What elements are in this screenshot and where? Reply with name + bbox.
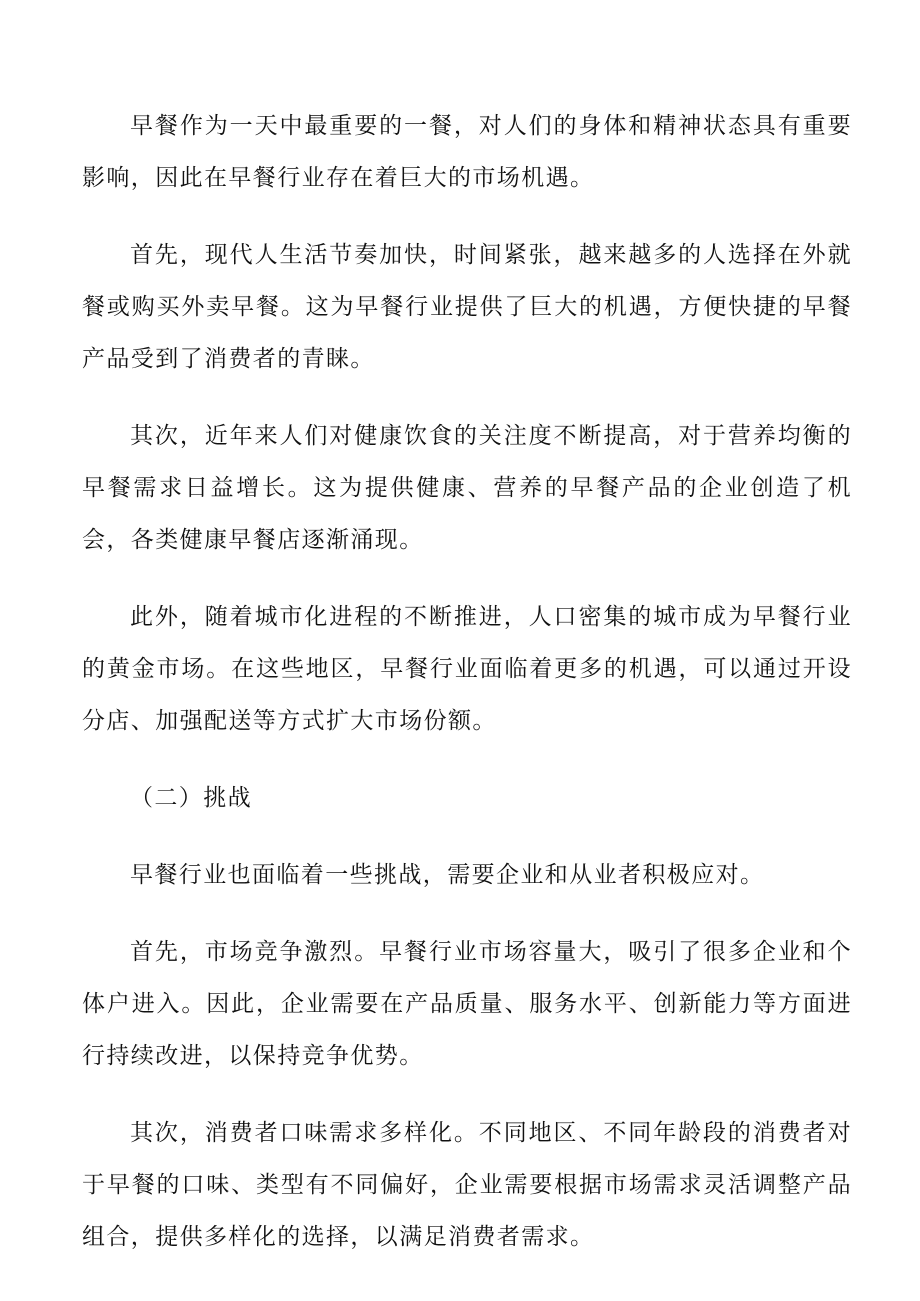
paragraph-challenge-first: 首先，市场竞争激烈。早餐行业市场容量大，吸引了很多企业和个体户进入。因此，企业需要在产品质量、服务水平、创新能力等方面进行持续改进，以保持竞争优势。 bbox=[82, 939, 852, 1069]
section-heading-challenges: （二）挑战 bbox=[130, 785, 252, 811]
paragraph-gap bbox=[82, 385, 852, 410]
paragraph-gap bbox=[82, 747, 852, 772]
paragraph-gap bbox=[82, 824, 852, 849]
paragraph-opportunity-intro: 早餐作为一天中最重要的一餐，对人们的身体和精神状态具有重要影响，因此在早餐行业存在着巨大的市场机遇。 bbox=[82, 113, 852, 191]
paragraph-gap bbox=[82, 204, 852, 229]
paragraph-challenge-intro: 早餐行业也面临着一些挑战，需要企业和从业者积极应对。 bbox=[130, 862, 765, 888]
paragraph-gap bbox=[82, 566, 852, 591]
paragraph-challenge-second: 其次，消费者口味需求多样化。不同地区、不同年龄段的消费者对于早餐的口味、类型有不同偏好，企业需要根据市场需求灵活调整产品组合，提供多样化的选择，以满足消费者需求。 bbox=[82, 1120, 852, 1250]
paragraph-opportunity-second: 其次，近年来人们对健康饮食的关注度不断提高，对于营养均衡的早餐需求日益增长。这为提供健康、营养的早餐产品的企业创造了机会，各类健康早餐店逐渐涌现。 bbox=[82, 423, 852, 553]
document-page bbox=[82, 100, 852, 1263]
paragraph-opportunity-first: 首先，现代人生活节奏加快，时间紧张，越来越多的人选择在外就餐或购买外卖早餐。这为早餐行业提供了巨大的机遇，方便快捷的早餐产品受到了消费者的青睐。 bbox=[82, 242, 852, 372]
paragraph-gap bbox=[82, 1082, 852, 1107]
paragraph-gap bbox=[82, 901, 852, 926]
paragraph-opportunity-third: 此外，随着城市化进程的不断推进，人口密集的城市成为早餐行业的黄金市场。在这些地区，早餐行业面临着更多的机遇，可以通过开设分店、加强配送等方式扩大市场份额。 bbox=[82, 604, 852, 734]
